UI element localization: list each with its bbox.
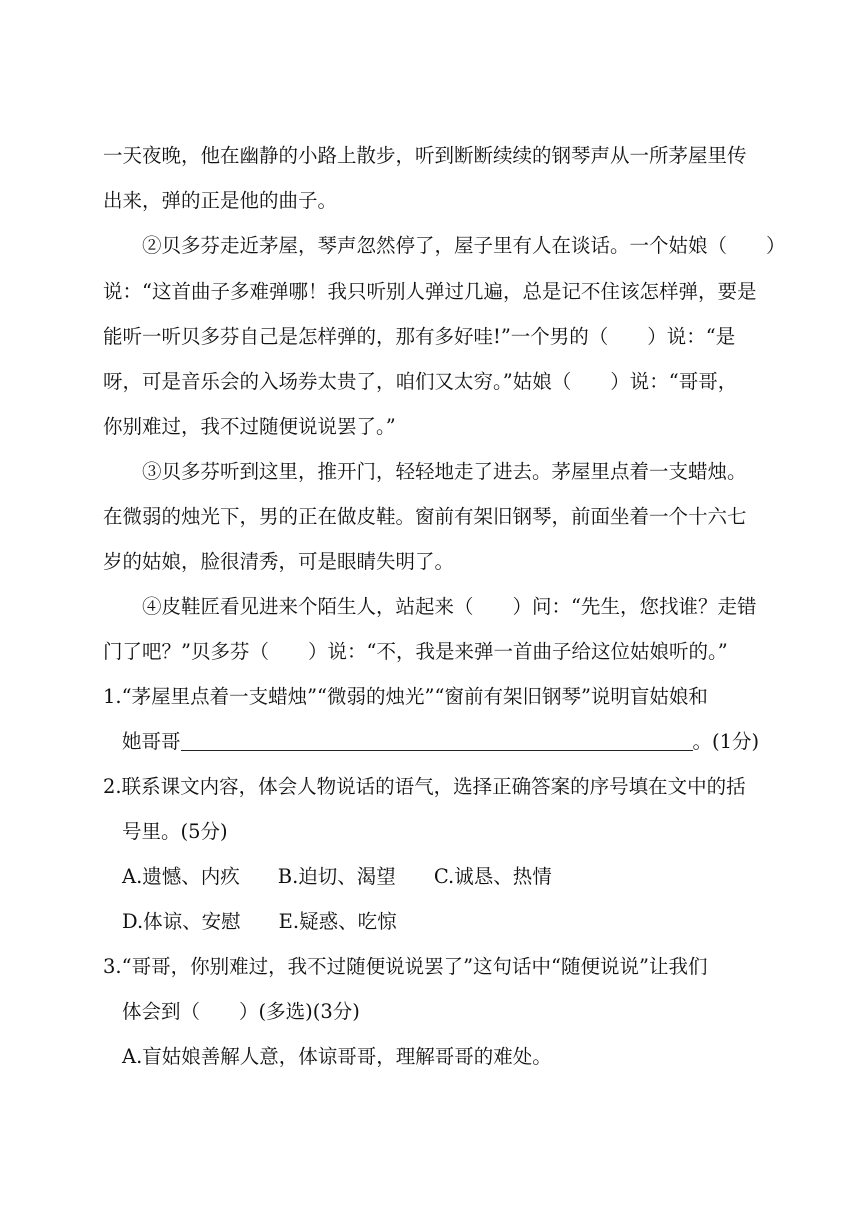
paragraph-3-start: ③贝多芬听到这里，推开门，轻轻地走了进去。茅屋里点着一支蜡烛。 [142, 460, 747, 483]
passage-line: 能听一听贝多芬自己是怎样弹的，那有多好哇!”一个男的（ ）说：“是 [103, 325, 736, 348]
passage-line: 一天夜晚，他在幽静的小路上散步，听到断断续续的钢琴声从一所茅屋里传 [103, 144, 747, 167]
question-1-answer-line [122, 727, 759, 757]
question-2: 2.联系课文内容，体会人物说话的语气，选择正确答案的序号填在文中的括 [103, 775, 746, 798]
answer-blank[interactable] [181, 730, 693, 751]
passage-line: 说：“这首曲子多难弹哪！我只听别人弹过几遍，总是记不住该怎样弹，要是 [103, 280, 757, 303]
question-3-option-a: A.盲姑娘善解人意，体谅哥哥，理解哥哥的难处。 [122, 1045, 552, 1068]
passage-line: 岁的姑娘，脸很清秀，可是眼睛失明了。 [103, 550, 455, 573]
passage-line: 呀，可是音乐会的入场券太贵了，咱们又太穷。”姑娘（ ）说：“哥哥， [103, 370, 738, 393]
option-d: D.体谅、安慰 [122, 910, 241, 933]
question-2-options-row-2 [122, 907, 397, 937]
paragraph-2-start: ②贝多芬走近茅屋，琴声忽然停了，屋子里有人在谈话。一个姑娘（ ） [142, 234, 786, 257]
question-3: 3.“哥哥，你别难过，我不过随便说说罢了”这句话中“随便说说”让我们 [103, 955, 708, 978]
question-1-suffix: 。(1分) [692, 730, 760, 753]
passage-line: 出来，弹的正是他的曲子。 [103, 189, 338, 212]
option-e: E.疑惑、吃惊 [278, 910, 397, 933]
question-3-cont: 体会到（ ）(多选)(3分) [122, 1000, 360, 1023]
question-2-cont: 号里。(5分) [122, 820, 228, 843]
question-1: 1.“茅屋里点着一支蜡烛”“微弱的烛光”“窗前有架旧钢琴”说明盲姑娘和 [103, 685, 708, 708]
option-c: C.诚恳、热情 [433, 865, 552, 888]
paragraph-4-start: ④皮鞋匠看见进来个陌生人，站起来（ ）问：“先生，您找谁？走错 [142, 595, 757, 618]
passage-line: 门了吧？”贝多芬（ ）说：“不，我是来弹一首曲子给这位姑娘听的。” [103, 640, 728, 663]
passage-line: 你别难过，我不过随便说说罢了。” [103, 415, 396, 438]
question-2-options-row-1 [122, 862, 552, 892]
question-1-prefix: 她哥哥 [122, 730, 181, 753]
option-a: A.遗憾、内疚 [122, 865, 240, 888]
passage-line: 在微弱的烛光下，男的正在做皮鞋。窗前有架旧钢琴，前面坐着一个十六七 [103, 505, 747, 528]
option-b: B.迫切、渴望 [277, 865, 396, 888]
